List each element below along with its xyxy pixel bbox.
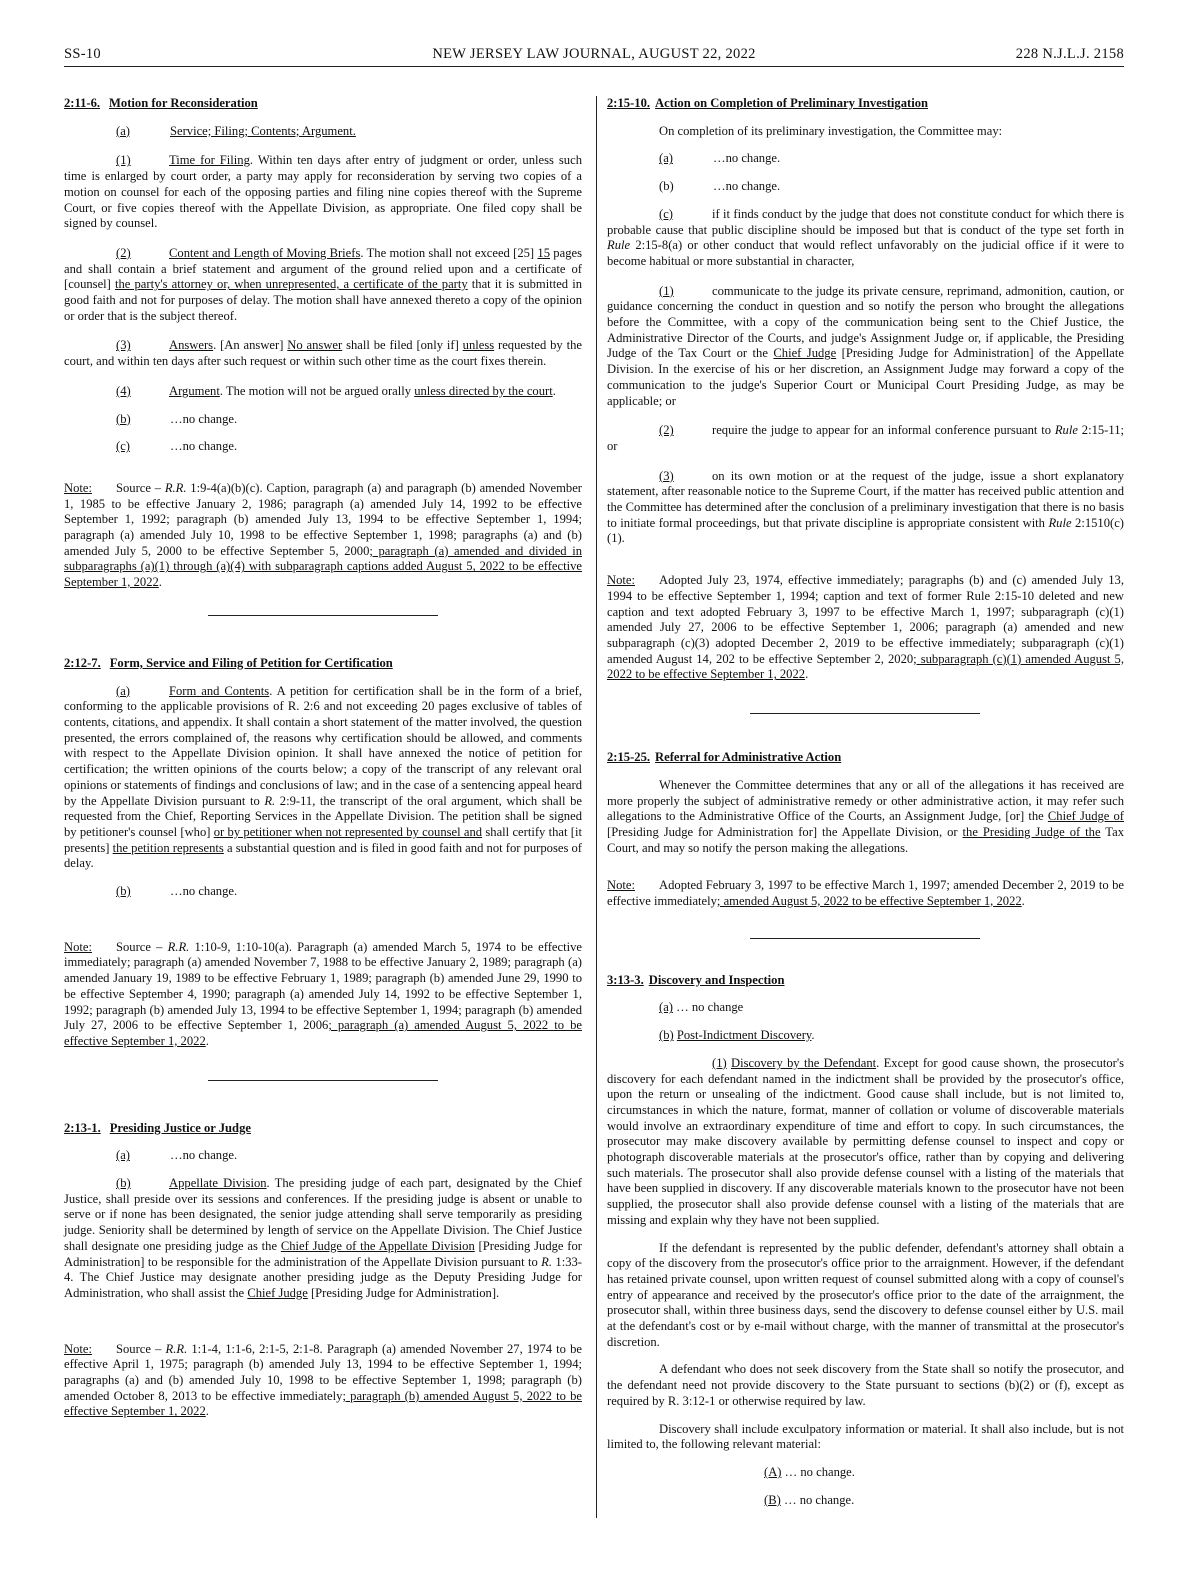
journal-title: NEW JERSEY LAW JOURNAL, AUGUST 22, 2022 xyxy=(432,46,756,62)
subparagraph-1: (1) Time for Filing. Within ten days after entry of judgment or order, unless such time is enlarged by court order, a party may apply for reconsideration by serving two copies of a motion on counsel for each of the opposing parties and filing nine copies thereof with the Supreme Court, or five copies thereof with the Appellate Division, as appropriate. One filed copy shall be signed by counsel. xyxy=(64,153,582,231)
paragraph-c: (c) …no change. xyxy=(116,439,238,454)
paragraph-a: (a) Service; Filing; Contents; Argument. xyxy=(116,123,356,138)
paragraph-b: (b) …no change. xyxy=(659,179,781,194)
source-note: Note: Source – R.R. 1:10-9, 1:10-10(a). Paragraph (a) amended March 5, 1974 to be effective immediately; paragraph (a) amended November 7, 1988 to be effective January 2, 1989; paragraph (a) amended January 19, 1989 to be effective February 1, 1989; paragraph (b) amended June 29, 1990 to be effective September 4, 1990; paragraph (a) amended July 14, 1992 to be effective September 1, 1992; paragraph (b) amended July 13, 1994 to be effective September 1, 1994; paragraph (b) amended July 27, 2006 to be effective September 1, 2006; paragraph (a) amended August 5, 2022 to be effective September 1, 2022. xyxy=(64,939,582,1048)
paragraph-b: (b) …no change. xyxy=(116,884,238,899)
header-rule xyxy=(64,66,1124,67)
paragraph-exculpatory: Discovery shall include exculpatory information or material. It shall also include, but is not limited to, the following relevant material: xyxy=(607,1421,1124,1452)
subparagraph-2: (2) require the judge to appear for an informal conference pursuant to Rule 2:15-11; or xyxy=(607,423,1124,453)
subparagraph-1: (1) Discovery by the Defendant. Except for good cause shown, the prosecutor's discovery for each defendant named in the indictment shall be provided by the prosecutor's office, upon the return or unsealing of the indictment. Good cause shall include, but is not limited to, circumstances in which the nature, format, manner of collation or volume of discoverable materials would involve an extraordinary expenditure of time and effort to copy. In such circumstances, the prosecutor may make discovery available by permitting defense counsel to inspect and copy or photograph discoverable materials at the prosecutor's office, rather than by copying and delivering such materials. The prosecutor shall also provide defense counsel with a listing of the materials that have been supplied in discovery. If any discoverable materials known to the prosecutor have not been supplied, the prosecutor shall also provide defense counsel with a listing of the materials that are missing and explain why they have not been supplied. xyxy=(607,1055,1124,1227)
rule-2-15-25 xyxy=(607,750,1124,910)
paragraph-b: (b) Appellate Division. The presiding judge of each part, designated by the Chief Justice, shall preside over its sessions and conferences. If the presiding judge is absent or unable to serve or if none has been designated, the senior judge attending shall serve temporarily as presiding judge. Seniority shall be determined by length of service on the Appellate Division. The Chief Justice shall designate one presiding judge as the Chief Judge of the Appellate Division [Presiding Judge for Administration] to be responsible for the administration of the Appellate Division pursuant to R. 1:33-4. The Chief Justice may designate another presiding judge as the Deputy Presiding Judge for Administration, who shall assist the Chief Judge [Presiding Judge for Administration]. xyxy=(64,1176,582,1300)
subparagraph-3: (3) Answers. [An answer] No answer shall be filed [only if] unless requested by the court, and within ten days after such request or within such other time as the court fixes therein. xyxy=(64,338,582,369)
intro: On completion of its preliminary investigation, the Committee may: xyxy=(659,123,1003,138)
paragraph-a: (a) Form and Contents. A petition for certification shall be in the form of a brief, conforming to the applicable provisions of R. 2:6 and not exceeding 20 pages exclusive of tables of contents, citations, and appendix. It shall contain a short statement of the matter involved, the question presented, the errors complained of, the reasons why certification should be allowed, and comments with respect to the Appellate Division opinion. It shall have annexed the notice of petition for certification; the written opinions of the courts below; a copy of the transcript of any relevant oral opinions or statements of findings and conclusions of law; and in the case of a sentencing appeal heard by the Appellate Division pursuant to R. 2:9-11, the transcript of the oral argument, which shall be requested from the Chief, Reporting Services in the Appellate Division. The petition shall be signed by petitioner's counsel [who] or by petitioner when not represented by counsel and shall certify that [it presents] the petition represents a substantial question and is filed in good faith and not for purposes of delay. xyxy=(64,683,583,871)
rule-2-13-1 xyxy=(64,1121,582,1421)
page-header xyxy=(64,46,1124,66)
subparagraph-1: (1) communicate to the judge its private censure, reprimand, admonition, caution, or guidance concerning the conduct in question and so notify the person who brought the allegations before the Committee, with a copy of the communication being sent to the Chief Justice, the Administrative Director of the Courts, and judge's Assignment Judge or, if applicable, the Presiding Judge of the Tax Court or the Chief Judge [Presiding Judge for Administration] of the Appellate Division. In the exercise of his or her discretion, an Assignment Judge may forward a copy of the communication to the judge's Superior Court or Municipal Court Presiding Judge, as may be applicable; or xyxy=(607,283,1124,408)
section-title: 2:15-25. Referral for Administrative Action xyxy=(607,750,842,765)
rule-2-15-10 xyxy=(607,96,1124,683)
paragraph-b: (b) Post-Indictment Discovery. xyxy=(659,1028,815,1043)
paragraph-a: (a) … no change xyxy=(659,1000,744,1015)
item-B: (B) … no change. xyxy=(764,1492,855,1507)
rule-3-13-3 xyxy=(607,973,1124,1509)
citation: 228 N.J.L.J. 2158 xyxy=(1015,46,1124,62)
section-title: 2:11-6. Motion for Reconsideration xyxy=(64,96,258,110)
paragraph-c: (c) if it finds conduct by the judge that does not constitute conduct for which there is probable cause that public discipline should be imposed but that is conduct of the type set forth in Rule 2:15-8(a) or other conduct that would reflect unfavorably on the judicial office if it were to become habitual or more substantial in character, xyxy=(607,206,1124,268)
paragraph-a: (a) …no change. xyxy=(659,151,781,166)
rule-2-12-7 xyxy=(64,656,582,1050)
column-divider xyxy=(596,96,597,1518)
subparagraph-2: (2) Content and Length of Moving Briefs. The motion shall not exceed [25] 15 pages and shall contain a brief statement and argument of the ground relied upon and a certificate of [counsel] the party's attorney or, when unrepresented, a certificate of the party that it is submitted in good faith and not for purposes of delay. The motion shall have annexed thereto a copy of the opinion or order that is the subject thereof. xyxy=(64,245,583,323)
section-title: 2:15-10. Action on Completion of Preliminary Investigation xyxy=(607,96,929,110)
item-A: (A) … no change. xyxy=(764,1465,855,1479)
source-note: Note: Source – R.R. 1:9-4(a)(b)(c). Caption, paragraph (a) and paragraph (b) amended November 1, 1985 to be effective January 2, 1986; paragraph (a) amended July 14, 1992 to be effective September 1, 1992; paragraph (b) amended July 13, 1994 to be effective September 1, 1994; paragraph (a) amended July 10, 1998 to be effective September 1, 1998; paragraphs (a) and (b) amended July 5, 2000 to be effective September 5, 2000; paragraph (a) amended and divided in subparagraphs (a)(1) through (a)(4) with subparagraph captions added August 5, 2022 to be effective September 1, 2022. xyxy=(64,480,582,590)
paragraph-no-discovery: A defendant who does not seek discovery from the State shall so notify the prosecutor, and the defendant need not provide discovery to the State pursuant to sections (b)(2) or (f), except as required by R. 3:12-1 or otherwise required by law. xyxy=(607,1362,1124,1408)
source-note: Note: Adopted February 3, 1997 to be effective March 1, 1997; amended December 2, 2019 to be effective immediately; amended August 5, 2022 to be effective September 1, 2022. xyxy=(607,878,1124,909)
subparagraph-4: (4) Argument. The motion will not be argued orally unless directed by the court. xyxy=(116,383,556,398)
paragraph-b: (b) …no change. xyxy=(116,411,238,426)
right-column xyxy=(607,96,1124,1508)
section-title: 2:13-1. Presiding Justice or Judge xyxy=(64,1120,251,1135)
subparagraph-3: (3) on its own motion or at the request of the judge, issue a short explanatory statement, after reasonable notice to the Supreme Court, if the matter has received public attention and the Committee has determined after the conclusion of a preliminary investigation that there is no basis to initiate formal proceedings, but that private discipline is appropriate consistent with Rule 2:1510(c)(1). xyxy=(607,468,1124,546)
left-column xyxy=(64,96,582,1420)
paragraph: Whenever the Committee determines that any or all of the allegations it has received are more properly the subject of administrative remedy or other administrative action, it may refer such allegations to the Administrative Office of the Courts, an Assignment Judge, [or] the Chief Judge of [Presiding Judge for Administration for] the Appellate Division, or the Presiding Judge of the Tax Court, and may so notify the person making the allegations. xyxy=(607,777,1124,855)
page-number: SS-10 xyxy=(64,46,101,62)
source-note: Note: Source – R.R. 1:1-4, 1:1-6, 2:1-5, 2:1-8. Paragraph (a) amended November 27, 1974 to be effective April 1, 1975; paragraph (b) amended July 13, 1994 to be effective September 1, 1994; paragraphs (a) and (b) amended July 10, 1998 to be effective September 1, 1998; paragraph (b) amended October 8, 2013 to be effective immediately; paragraph (b) amended August 5, 2022 to be effective September 1, 2022. xyxy=(64,1341,582,1419)
paragraph-a: (a) …no change. xyxy=(116,1148,238,1163)
paragraph-public-defender: If the defendant is represented by the public defender, defendant's attorney shall obtain a copy of the discovery from the prosecutor's office prior to the arraignment. However, if the defendant has retained private counsel, upon written request of counsel submitted along with a copy of counsel's entry of appearance and received by the prosecutor's office prior to the date of the arraignment, the prosecutor shall, within three business days, send the discovery to defense counsel either by U.S. mail at the defendant's cost or by e-mail without charge, with the manner of transmittal at the prosecutor's discretion. xyxy=(607,1240,1124,1349)
section-title: 2:12-7. Form, Service and Filing of Petition for Certification xyxy=(64,655,393,670)
rule-2-11-6 xyxy=(64,96,582,591)
source-note: Note: Adopted July 23, 1974, effective immediately; paragraphs (b) and (c) amended July 13, 1994 to be effective September 1, 1994; caption and text of former Rule 2:15-10 deleted and new caption and text adopted February 3, 1997 to be effective March 1, 1997; subparagraph (c)(1) amended July 27, 2006 to be effective September 1, 2006; paragraph (a) amended and new subparagraph (c)(3) adopted December 2, 2019 to be effective immediately; subparagraph (c)(1) amended August 14, 202 to be effective September 2, 2020; subparagraph (c)(1) amended August 5, 2022 to be effective September 1, 2022. xyxy=(607,573,1124,682)
section-title: 3:13-3. Discovery and Inspection xyxy=(607,972,785,987)
